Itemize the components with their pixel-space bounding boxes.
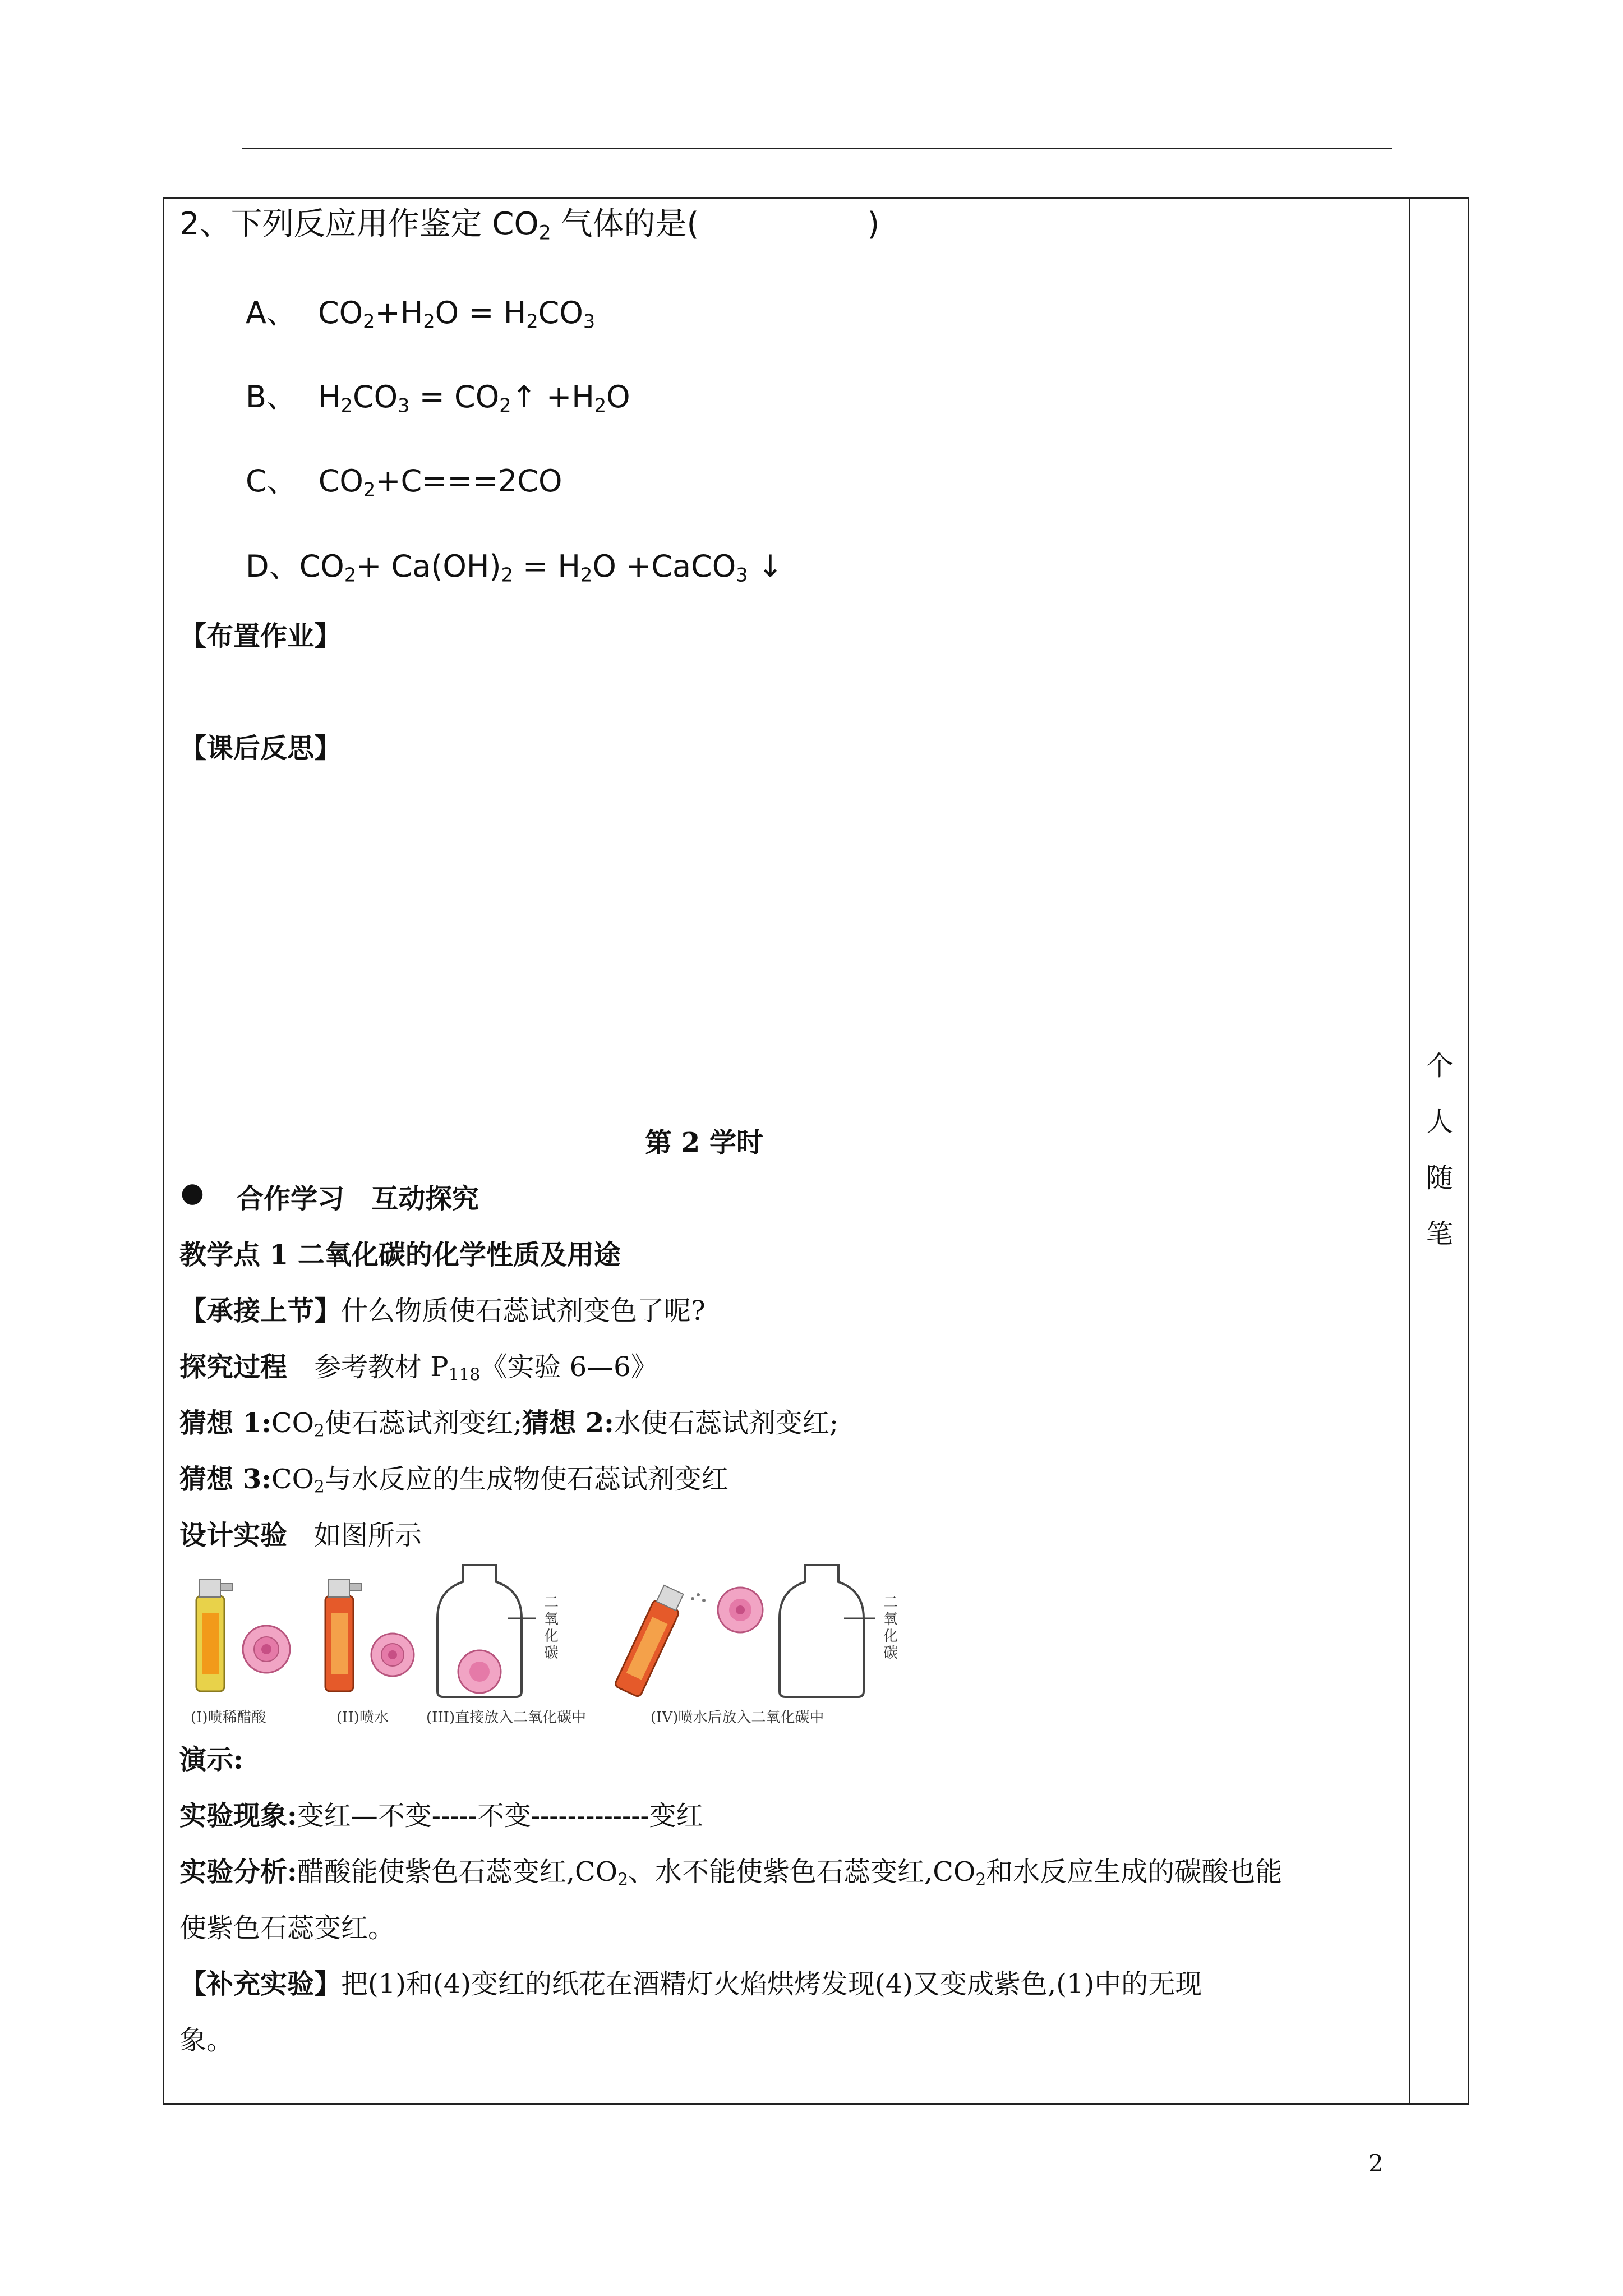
sidebar-notes-label bbox=[1420, 1038, 1459, 1262]
figure-caption: (II)喷水 bbox=[336, 1709, 389, 1726]
jar-label-char: 氧 bbox=[883, 1611, 898, 1628]
line-guess-3: 猜想 $3:CO_2$与水反应的生成物使石蕊试剂变红 bbox=[179, 1464, 728, 1497]
question-2: 2、下列反应用作鉴定 $CO_2$ 气体的是( ) bbox=[179, 206, 880, 245]
bullet-icon: ● bbox=[181, 1177, 204, 1208]
option-a: A、 $CO_2+H_2O = H_2CO_3$ bbox=[246, 295, 596, 333]
figure-caption: (III)直接放入二氧化碳中 bbox=[426, 1709, 587, 1726]
line-process: 探究过程 参考教材 $P_{118}$《实验 6—6》 bbox=[179, 1351, 658, 1385]
teaching-point-1: 教学点 1 二氧化碳的化学性质及用途 bbox=[179, 1239, 621, 1271]
sidebar-char: 随 bbox=[1426, 1162, 1453, 1194]
homework-heading: 【布置作业】 bbox=[179, 620, 342, 652]
line-demo: 演示: bbox=[179, 1744, 243, 1775]
line-analysis: 实验分析:醋酸能使紫色石蕊变红$,CO_2$、水不能使紫色石蕊变红$,CO_2$和水反应生成的碳酸也能 bbox=[179, 1856, 1283, 1890]
option-d: D、$CO_2+ Ca(OH)_2 = H_2O$ +CaCO$_3$ ↓ bbox=[246, 549, 783, 586]
jar-label-char: 化 bbox=[883, 1628, 898, 1645]
line-continue: 【承接上节】什么物质使石蕊试剂变色了呢? bbox=[179, 1295, 706, 1327]
line-guess-1-2: 猜想 $1:CO_2$使石蕊试剂变红;猜想 2:水使石蕊试剂变红; bbox=[179, 1407, 839, 1441]
option-b: B、 $H_2CO_3$ = $CO_2↑ +H_2O$ bbox=[246, 379, 630, 417]
line-analysis-cont: 使紫色石蕊变红。 bbox=[179, 1912, 395, 1944]
figure-caption: (I)喷稀醋酸 bbox=[191, 1709, 266, 1726]
line-supplement-cont: 象。 bbox=[179, 2024, 234, 2056]
spray-bottle-icon bbox=[196, 1579, 233, 1691]
flower-icon bbox=[243, 1626, 290, 1673]
spray-bottle-icon bbox=[614, 1584, 706, 1697]
line-phenomenon: 实验现象:变红—不变-----不变-------------变红 bbox=[179, 1800, 703, 1832]
figure-caption: (IV)喷水后放入二氧化碳中 bbox=[651, 1709, 824, 1726]
side-column-divider bbox=[1409, 197, 1410, 2105]
experiment-figure bbox=[185, 1557, 903, 1731]
jar-icon bbox=[437, 1565, 536, 1697]
spray-bottle-icon bbox=[325, 1579, 362, 1691]
jar-label-char: 化 bbox=[544, 1628, 559, 1645]
jar-icon bbox=[780, 1565, 875, 1697]
header-rule bbox=[242, 148, 1392, 149]
flower-icon bbox=[718, 1588, 763, 1632]
line-supplement: 【补充实验】把(1)和(4)变红的纸花在酒精灯火焰烘烤发现(4)又变成紫色,(1)中的无现 bbox=[179, 1968, 1202, 2000]
line-design: 设计实验 如图所示 bbox=[179, 1520, 422, 1551]
reflection-heading: 【课后反思】 bbox=[179, 733, 342, 764]
jar-label-char: 碳 bbox=[544, 1645, 559, 1662]
sidebar-char: 个 bbox=[1426, 1050, 1453, 1082]
sidebar-char: 人 bbox=[1426, 1106, 1453, 1138]
jar-label-char: 二 bbox=[544, 1594, 559, 1611]
option-c: C、 $CO_2+C===2CO$ bbox=[246, 463, 562, 501]
coop-heading: 合作学习 互动探究 bbox=[237, 1183, 479, 1214]
lesson-2-heading: 第 2 学时 bbox=[645, 1127, 763, 1158]
jar-label-char: 二 bbox=[883, 1594, 898, 1611]
jar-label-char: 碳 bbox=[883, 1645, 898, 1662]
jar-label-char: 氧 bbox=[544, 1611, 559, 1628]
flower-icon bbox=[371, 1634, 414, 1676]
page-number: 2 bbox=[1368, 2150, 1384, 2177]
sidebar-char: 笔 bbox=[1426, 1218, 1453, 1250]
